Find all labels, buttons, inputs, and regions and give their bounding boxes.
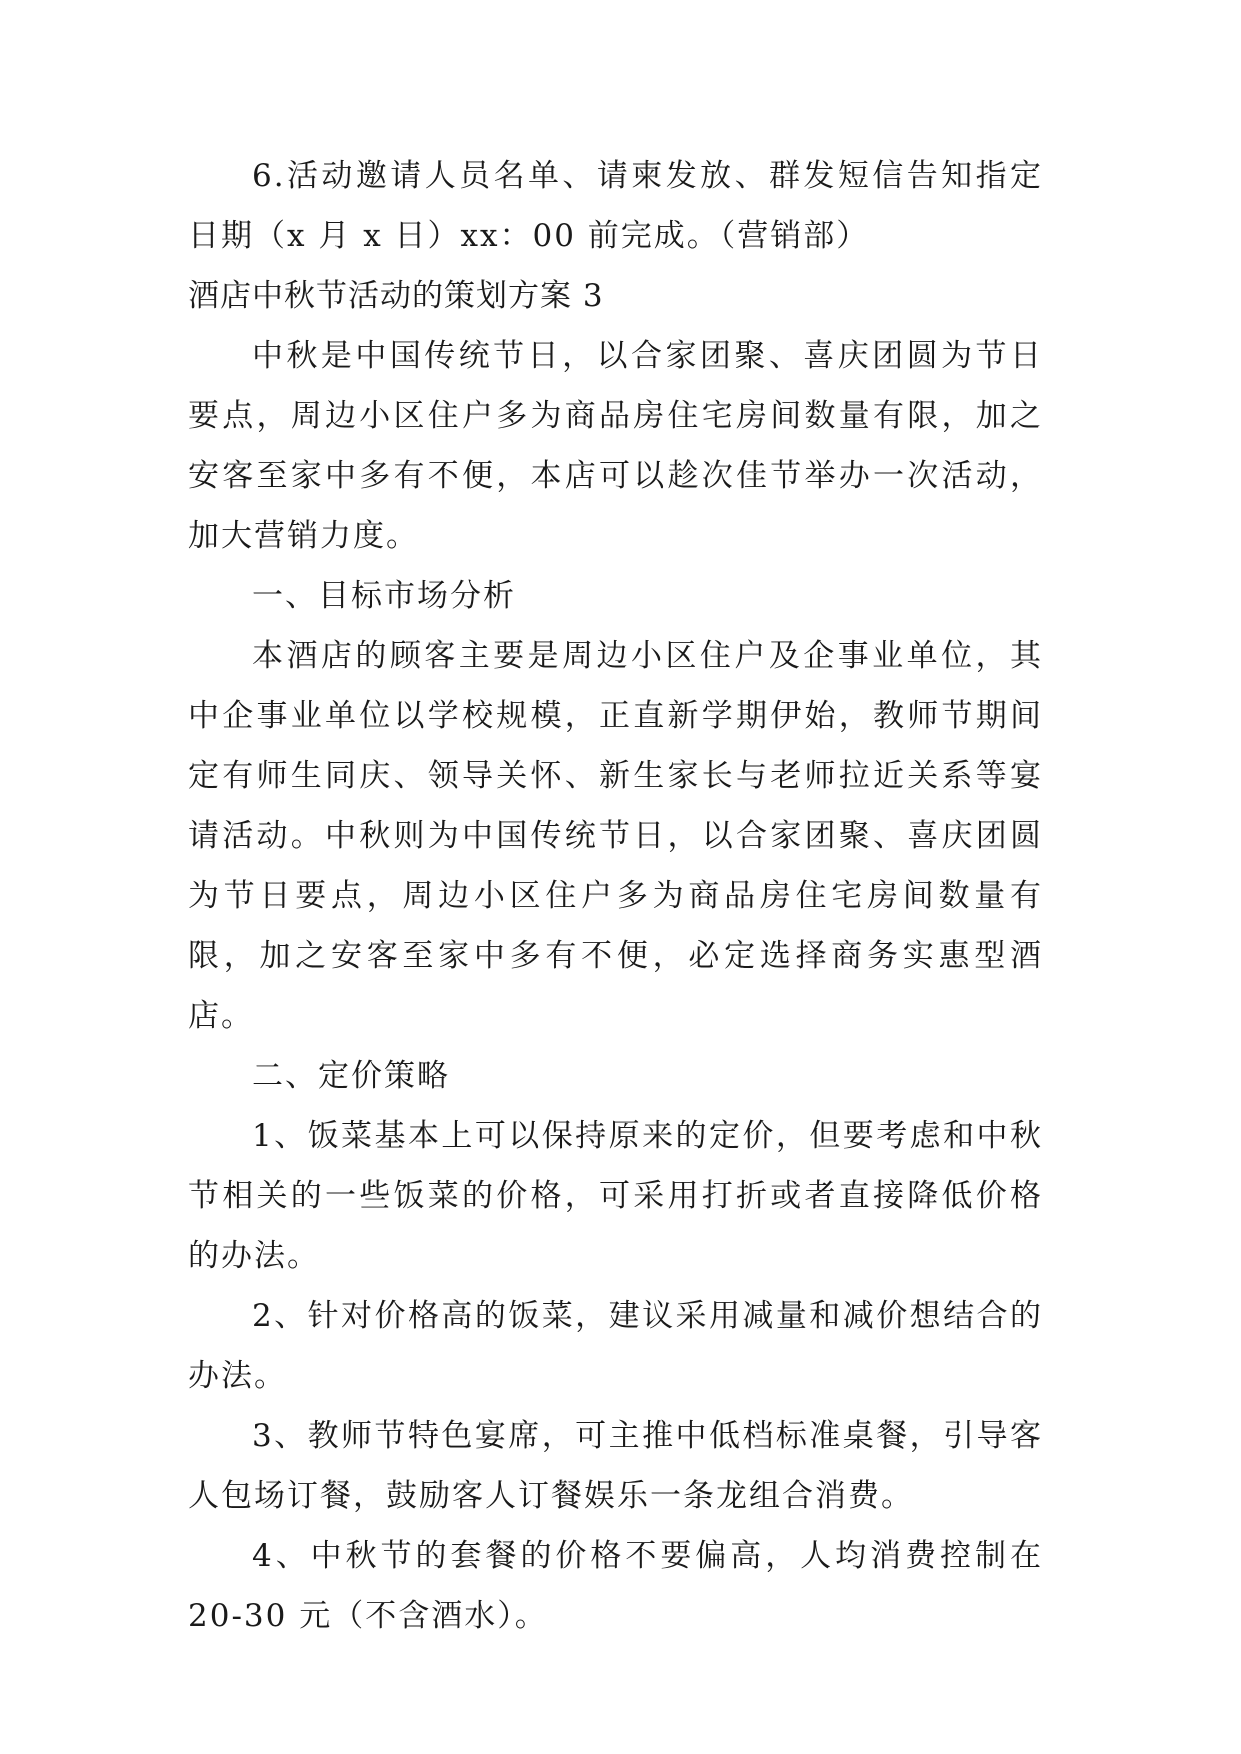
paragraph-pricing-3: 3、教师节特色宴席，可主推中低档标准桌餐，引导客人包场订餐，鼓励客人订餐娱乐一条龙组合消费。 — [188, 1418, 1043, 1514]
paragraph-market-analysis: 本酒店的顾客主要是周边小区住户及企事业单位，其中企事业单位以学校规模，正直新学期伊始，教师节期间定有师生同庆、领导关怀、新生家长与老师拉近关系等宴请活动。中秋则为中国传统节日，以合家团聚、喜庆团圆为节日要点，周边小区住户多为商品房住宅房间数量有限，加之安客至家中多有不便，必定选择商务实惠型酒店。 — [188, 638, 1043, 1034]
section-title: 酒店中秋节活动的策划方案 3 — [188, 278, 604, 314]
heading-market-analysis: 一、目标市场分析 — [252, 578, 516, 614]
document-body — [188, 146, 1043, 1646]
paragraph-pricing-4: 4、中秋节的套餐的价格不要偏高，人均消费控制在 20-30 元（不含酒水）。 — [188, 1538, 1043, 1634]
paragraph-step-6: 6.活动邀请人员名单、请柬发放、群发短信告知指定日期（x 月 x 日）xx：00 前完成。（营销部） — [188, 158, 1043, 254]
paragraph-intro: 中秋是中国传统节日，以合家团聚、喜庆团圆为节日要点，周边小区住户多为商品房住宅房间数量有限，加之安客至家中多有不便，本店可以趁次佳节举办一次活动，加大营销力度。 — [188, 338, 1043, 554]
paragraph-pricing-1: 1、饭菜基本上可以保持原来的定价，但要考虑和中秋节相关的一些饭菜的价格，可采用打折或者直接降低价格的办法。 — [188, 1118, 1043, 1274]
paragraph-pricing-2: 2、针对价格高的饭菜，建议采用减量和减价想结合的办法。 — [188, 1298, 1043, 1394]
heading-pricing-strategy: 二、定价策略 — [252, 1058, 450, 1094]
